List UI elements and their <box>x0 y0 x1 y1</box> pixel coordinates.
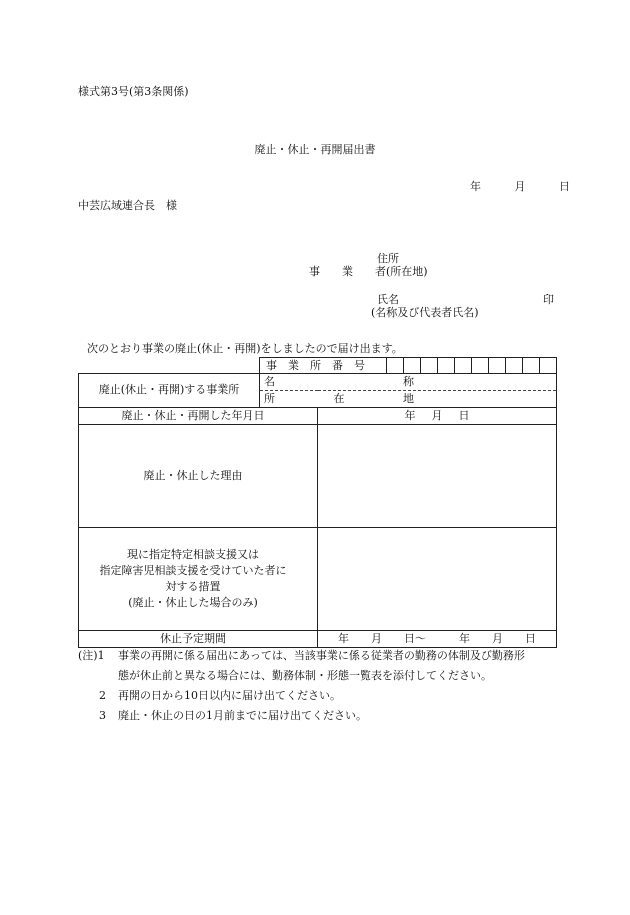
notification-table <box>78 357 557 648</box>
location-label-c: 地 <box>403 391 414 405</box>
submission-date <box>470 181 570 192</box>
measures-label: 現に指定特定相談支援又は 指定障害児相談支援を受けていた者に 対する措置 (廃止・休止した場合のみ) <box>79 527 318 630</box>
addressee: 中芸広域連合長 様 <box>78 199 177 212</box>
reason-label: 廃止・休止した理由 <box>79 424 318 527</box>
office-number-label: 事 業 所 番 号 <box>266 359 365 372</box>
form-number: 様式第3号(第3条関係) <box>78 85 189 98</box>
date-month: 月 <box>514 180 526 193</box>
note-1-continued: 態が休止前と異なる場合には、勤務体制・形態一覧表を添付してください。 <box>118 669 492 682</box>
note-1: (注)1 事業の再開に係る届出にあっては、当該事業に係る従業者の勤務の体制及び勤務形 <box>78 649 525 662</box>
office-label: 廃止(休止・再開)する事業所 <box>79 374 260 408</box>
date-year: 年 <box>470 180 481 193</box>
date-row-label: 廃止・休止・再開した年月日 <box>79 407 318 424</box>
office-number-row <box>79 358 557 374</box>
date-row-value[interactable]: 年 月 日 <box>318 407 557 424</box>
office-name-row <box>79 374 557 391</box>
date-day: 日 <box>559 180 570 193</box>
intro-text: 次のとおり事業の廃止(休止・再開)をしましたので届け出ます。 <box>87 342 403 355</box>
business-label: 事 業 者(所在地) <box>309 265 428 278</box>
reason-input[interactable] <box>318 424 557 527</box>
period-row <box>79 630 557 647</box>
name-label-b: 称 <box>403 375 414 388</box>
period-label: 休止予定期間 <box>79 630 318 647</box>
notes <box>78 646 568 726</box>
reason-row <box>79 424 557 527</box>
note-2: 2 再開の日から10日以内に届け出てください。 <box>99 689 341 702</box>
date-row <box>79 407 557 424</box>
document-title: 廃止・休止・再開届出書 <box>254 143 376 156</box>
address-label: 住所 <box>377 252 399 265</box>
location-label-b: 在 <box>333 391 345 405</box>
location-label-a: 所 <box>264 391 275 405</box>
representative-label: (名称及び代表者氏名) <box>371 306 479 319</box>
measures-row <box>79 527 557 630</box>
name-label-a: 名 <box>264 375 275 388</box>
seal-mark: 印 <box>543 293 554 306</box>
office-number-input[interactable] <box>386 358 556 373</box>
note-3: 3 廃止・休止の日の1月前までに届け出てください。 <box>99 709 367 722</box>
name-label: 氏名 <box>377 293 399 306</box>
period-value[interactable]: 年 月 日〜 年 月 日 <box>318 630 557 647</box>
measures-input[interactable] <box>318 527 557 630</box>
